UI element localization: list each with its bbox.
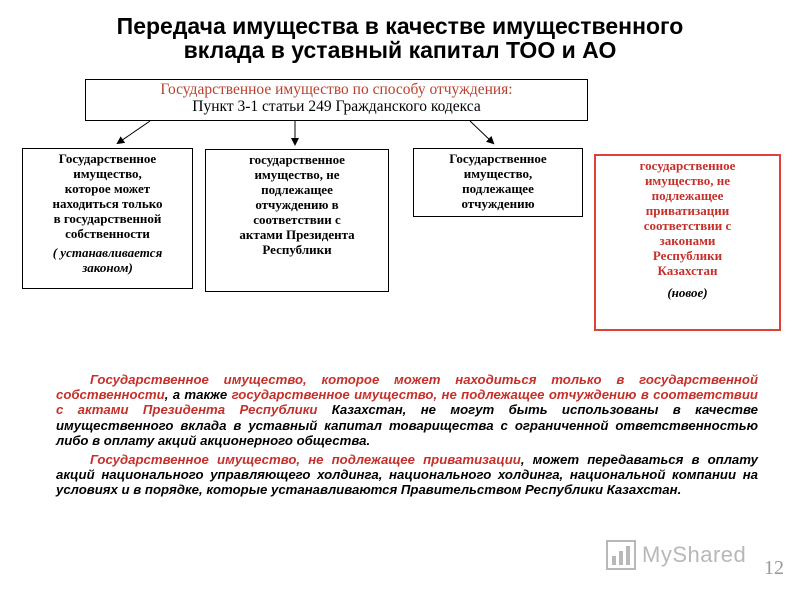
box1-line: находиться только [52, 196, 163, 211]
paragraph-2 [56, 452, 758, 498]
chart-icon [606, 540, 636, 570]
box1-line: которое может [64, 181, 151, 196]
box4-line: законами [659, 233, 716, 248]
p2-red-phrase: Государственное имущество, не подлежащее приватизации [90, 452, 521, 468]
box4-line: Казахстан [657, 263, 718, 278]
p1-red-phrase-2: государственное имущество, не подлежащее отчуждению в соответствии с актами Президента Республики [56, 387, 758, 418]
box-not-privatizable-new [594, 154, 781, 331]
p1-rest: Казахстан, не могут быть использованы в качестве имущественного вклада в уставный капитал товарищества с ограниченной ответственностью либо в оплату акций акционерного общества. [56, 402, 758, 448]
box2-line: актами Президента [239, 227, 355, 242]
page-number: 12 [764, 557, 784, 579]
box3-line: имущество, [463, 166, 533, 181]
p2-rest: , может передаваться в оплату акций национального управляющего холдинга, национального холдинга, национальной компании на условиях и в порядке, которые устанавливаются Правительством Республики Казахстан. [56, 452, 758, 498]
top-box-heading: Государственное имущество по способу отчуждения: [160, 81, 513, 98]
box3-line: отчуждению [461, 196, 535, 211]
top-box-reference: Пункт 3-1 статьи 249 Гражданского кодекса [192, 98, 481, 115]
box-state-ownership-only [22, 148, 193, 289]
box2-line: Республики [262, 242, 332, 257]
p1-connector: , а также [164, 387, 232, 403]
p1-red-phrase: Государственное имущество, которое может находиться только в государственной собственности [56, 372, 758, 403]
arrow-to-box-1 [118, 121, 150, 143]
title-line-1: Передача имущества в качестве имущественного [116, 13, 684, 39]
box4-line: подлежащее [651, 188, 724, 203]
box2-line: государственное [249, 152, 345, 167]
logo-text: MyShared [642, 542, 747, 567]
box3-line: подлежащее [462, 181, 534, 196]
box3-line: Государственное [449, 151, 547, 166]
box2-line: подлежащее [261, 182, 333, 197]
box-not-alienable-president [205, 149, 389, 292]
box1-line: в государственной [53, 211, 162, 226]
arrow-to-box-3 [470, 121, 493, 143]
box4-line: государственное [639, 158, 736, 173]
box4-line: приватизации [645, 203, 730, 218]
box4-line: имущество, не [644, 173, 731, 188]
explanation-text [56, 372, 758, 502]
box-alienable [413, 148, 583, 217]
paragraph-1 [56, 372, 758, 448]
title-line-2: вклада в уставный капитал ТОО и АО [183, 37, 617, 63]
box4-line: соответствии с [643, 218, 732, 233]
box1-line: Государственное [58, 151, 157, 166]
box2-line: имущество, не [254, 167, 340, 182]
box1-note: ( устанавливается законом) [52, 245, 163, 275]
box1-line: имущество, [73, 166, 142, 181]
box1-line: собственности [65, 226, 150, 241]
box2-line: отчуждению в [255, 197, 339, 212]
box2-line: соответствии с [253, 212, 341, 227]
myshared-logo [606, 538, 746, 572]
box4-note: (новое) [667, 285, 708, 300]
box4-line: Республики [652, 248, 723, 263]
